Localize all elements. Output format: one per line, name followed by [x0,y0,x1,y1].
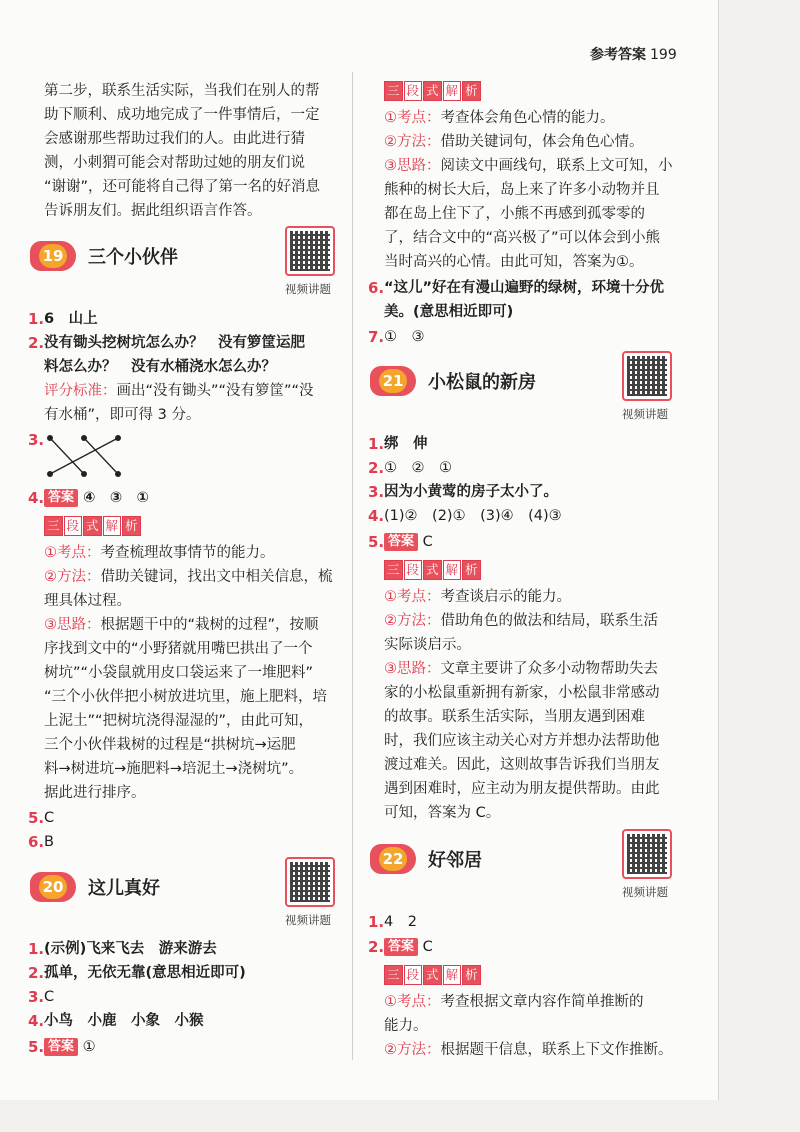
answer-number: 3. [368,483,385,501]
answer-text: ① [82,1039,96,1055]
section-title: 三个小伙伴 [88,247,178,268]
section-number-badge: 21 [370,366,416,396]
answer-number: 3. [28,988,45,1006]
answer-number: 6. [368,279,385,297]
answer-text: 因为小黄莺的房子太小了。 [384,484,558,500]
column-divider [352,72,353,1060]
intro-line: 测，小刺猬可能会对帮助过她的朋友们说 [44,155,305,171]
silu-text: “三个小伙伴把小树放进坑里，施上肥料，培 [44,689,328,705]
answer-number: 4. [28,489,45,507]
kaodian-label: ①考点： [384,110,441,126]
answer-tag: 答案 [384,938,418,956]
answer-text: 6 山上 [44,311,98,327]
kaodian-text: 考查梳理故事情节的能力。 [100,545,275,561]
kaodian-text: 考查谈启示的能力。 [440,589,571,605]
score-text: 画出“没有锄头”“没有箩筐”“没 [116,383,314,399]
fangfa-text: 借助关键词句，体会角色心情。 [440,134,644,150]
page-header [590,44,677,64]
fangfa-label: ②方法： [384,134,441,150]
answer-text: B [44,834,54,850]
silu-text: 文章主要讲了众多小动物帮助失去 [440,661,658,677]
analysis-tag: 三 段 式 解 析 [384,965,482,985]
silu-label: ③思路： [384,158,441,174]
page-number: 199 [650,47,677,63]
answer-text: C [44,810,55,826]
score-label: 评分标准： [44,383,117,399]
answer-text: C [422,534,433,550]
qr-label: 视频讲题 [622,885,668,899]
answer-number: 1. [368,913,385,931]
section-title: 这儿真好 [88,878,160,899]
silu-text: 时，我们应该主动关心对方并想办法帮助他 [384,733,660,749]
answer-text: C [422,939,433,955]
qr-code-icon[interactable] [622,829,672,879]
answer-number: 2. [28,964,45,982]
qr-label: 视频讲题 [285,282,331,296]
answer-number: 7. [368,328,385,346]
answer-number: 1. [368,435,385,453]
answer-text: ① ③ [384,329,425,345]
answer-text: 孤单，无依无靠(意思相近即可) [44,965,246,981]
kaodian-label: ①考点： [384,994,441,1010]
answer-text: 美。(意思相近即可) [384,304,514,320]
section-19-title [30,240,178,272]
section-20-title [30,871,160,903]
silu-text: 三个小伙伴栽树的过程是“拱树坑→运肥 [44,737,296,753]
kaodian-text: 考查体会角色心情的能力。 [440,110,615,126]
silu-text: 家的小松鼠重新拥有新家，小松鼠非常感动 [384,685,660,701]
qr-code-icon[interactable] [285,226,335,276]
silu-text: 据此进行排序。 [44,785,146,801]
answer-tag: 答案 [384,533,418,551]
answer-text: C [44,989,55,1005]
silu-text: 序找到文中的“小野猪就用嘴巴拱出了一个 [44,641,313,657]
silu-text: 熊种的树长大后，岛上来了许多小动物并且 [384,182,660,198]
answer-number: 2. [368,938,385,956]
section-number-badge: 22 [370,844,416,874]
answer-number: 4. [368,507,385,525]
qr-label: 视频讲题 [622,407,668,421]
answer-text: 没有锄头挖树坑怎么办？ 没有箩筐运肥 [44,335,305,351]
answer-text: ④ ③ ① [83,490,149,506]
answer-number: 4. [28,1012,45,1030]
answer-number: 1. [28,940,45,958]
intro-line: “谢谢”，还可能将自己得了第一名的好消息 [44,179,321,195]
section-number-badge: 20 [30,872,76,902]
kaodian-label: ①考点： [44,545,101,561]
silu-text: 树坑”“小袋鼠就用皮口袋运来了一堆肥料” [44,665,314,681]
silu-text: 上泥土”“把树坑浇得湿湿的”，由此可知， [44,713,314,729]
answer-text: 小鸟 小鹿 小象 小猴 [44,1013,204,1029]
section-21-title [370,365,536,397]
section-title: 好邻居 [428,850,482,871]
silu-text: 阅读文中画线句，联系上文可知，小 [440,158,673,174]
answer-text: (1)② (2)① (3)④ (4)③ [384,508,562,524]
silu-label: ③思路： [384,661,441,677]
analysis-tag: 三 段 式 解 析 [384,81,482,101]
analysis-tag: 三 段 式 解 析 [44,516,142,536]
intro-line: 第二步，联系生活实际，当我们在别人的帮 [44,83,320,99]
answer-text: 绑 伸 [384,436,428,452]
silu-text: 都在岛上住下了，小熊不再感到孤零零的 [384,206,645,222]
kaodian-label: ①考点： [384,589,441,605]
score-text: 有水桶”，即可得 3 分。 [44,407,201,423]
fangfa-text: 借助角色的做法和结局，联系生活 [440,613,658,629]
silu-text: 渡过难关。因此，这则故事告诉我们当朋友 [384,757,660,773]
kaodian-text: 考查根据文章内容作简单推断的 [440,994,644,1010]
answer-text: “这儿”好在有漫山遍野的绿树，环境十分优 [384,280,665,296]
answer-text: ① ② ① [384,460,452,476]
answer-text: (示例)飞来飞去 游来游去 [44,941,217,957]
silu-text: 了，结合文中的“高兴极了”可以体会到小熊 [384,230,661,246]
fangfa-text: 理具体过程。 [44,593,131,609]
qr-code-icon[interactable] [622,351,672,401]
answer-number: 5. [28,809,45,827]
kaodian-text: 能力。 [384,1018,428,1034]
section-22-title [370,843,482,875]
section-title: 小松鼠的新房 [428,372,536,393]
answer-number: 1. [28,310,45,328]
analysis-tag: 三 段 式 解 析 [384,560,482,580]
answer-tag: 答案 [44,489,78,507]
fangfa-label: ②方法： [44,569,101,585]
answer-number: 5. [368,533,385,551]
answer-number: 2. [28,334,45,352]
silu-text: 的故事。联系生活实际，当朋友遇到困难 [384,709,645,725]
answer-number: 6. [28,833,45,851]
header-title: 参考答案 [590,47,646,63]
silu-label: ③思路： [44,617,101,633]
silu-text: 当时高兴的心情。由此可知，答案为①。 [384,254,644,270]
qr-code-icon[interactable] [285,857,335,907]
fangfa-text: 实际谈启示。 [384,637,471,653]
intro-line: 会感谢那些帮助过我们的人。由此进行猜 [44,131,305,147]
silu-text: 根据题干中的“栽树的过程”，按顺 [100,617,319,633]
answer-text: 4 2 [384,914,417,930]
silu-text: 料→树进坑→施肥料→培泥土→浇树坑”。 [44,761,304,777]
fangfa-label: ②方法： [384,613,441,629]
matching-lines-diagram [44,433,124,479]
intro-line: 助下顺利、成功地完成了一件事情后，一定 [44,107,320,123]
answer-number: 2. [368,459,385,477]
answer-tag: 答案 [44,1038,78,1056]
answer-number: 3. [28,431,45,449]
silu-text: 遇到困难时，应主动为朋友提供帮助。由此 [384,781,660,797]
answer-text: 料怎么办？ 没有水桶浇水怎么办？ [44,359,276,375]
fangfa-text: 根据题干信息，联系上下文作推断。 [440,1042,673,1058]
section-number-badge: 19 [30,241,76,271]
silu-text: 可知，答案为 C。 [384,805,501,821]
fangfa-text: 借助关键词，找出文中相关信息，梳 [100,569,333,585]
qr-label: 视频讲题 [285,913,331,927]
intro-line: 告诉朋友们。据此组织语言作答。 [44,203,262,219]
answer-number: 5. [28,1038,45,1056]
fangfa-label: ②方法： [384,1042,441,1058]
